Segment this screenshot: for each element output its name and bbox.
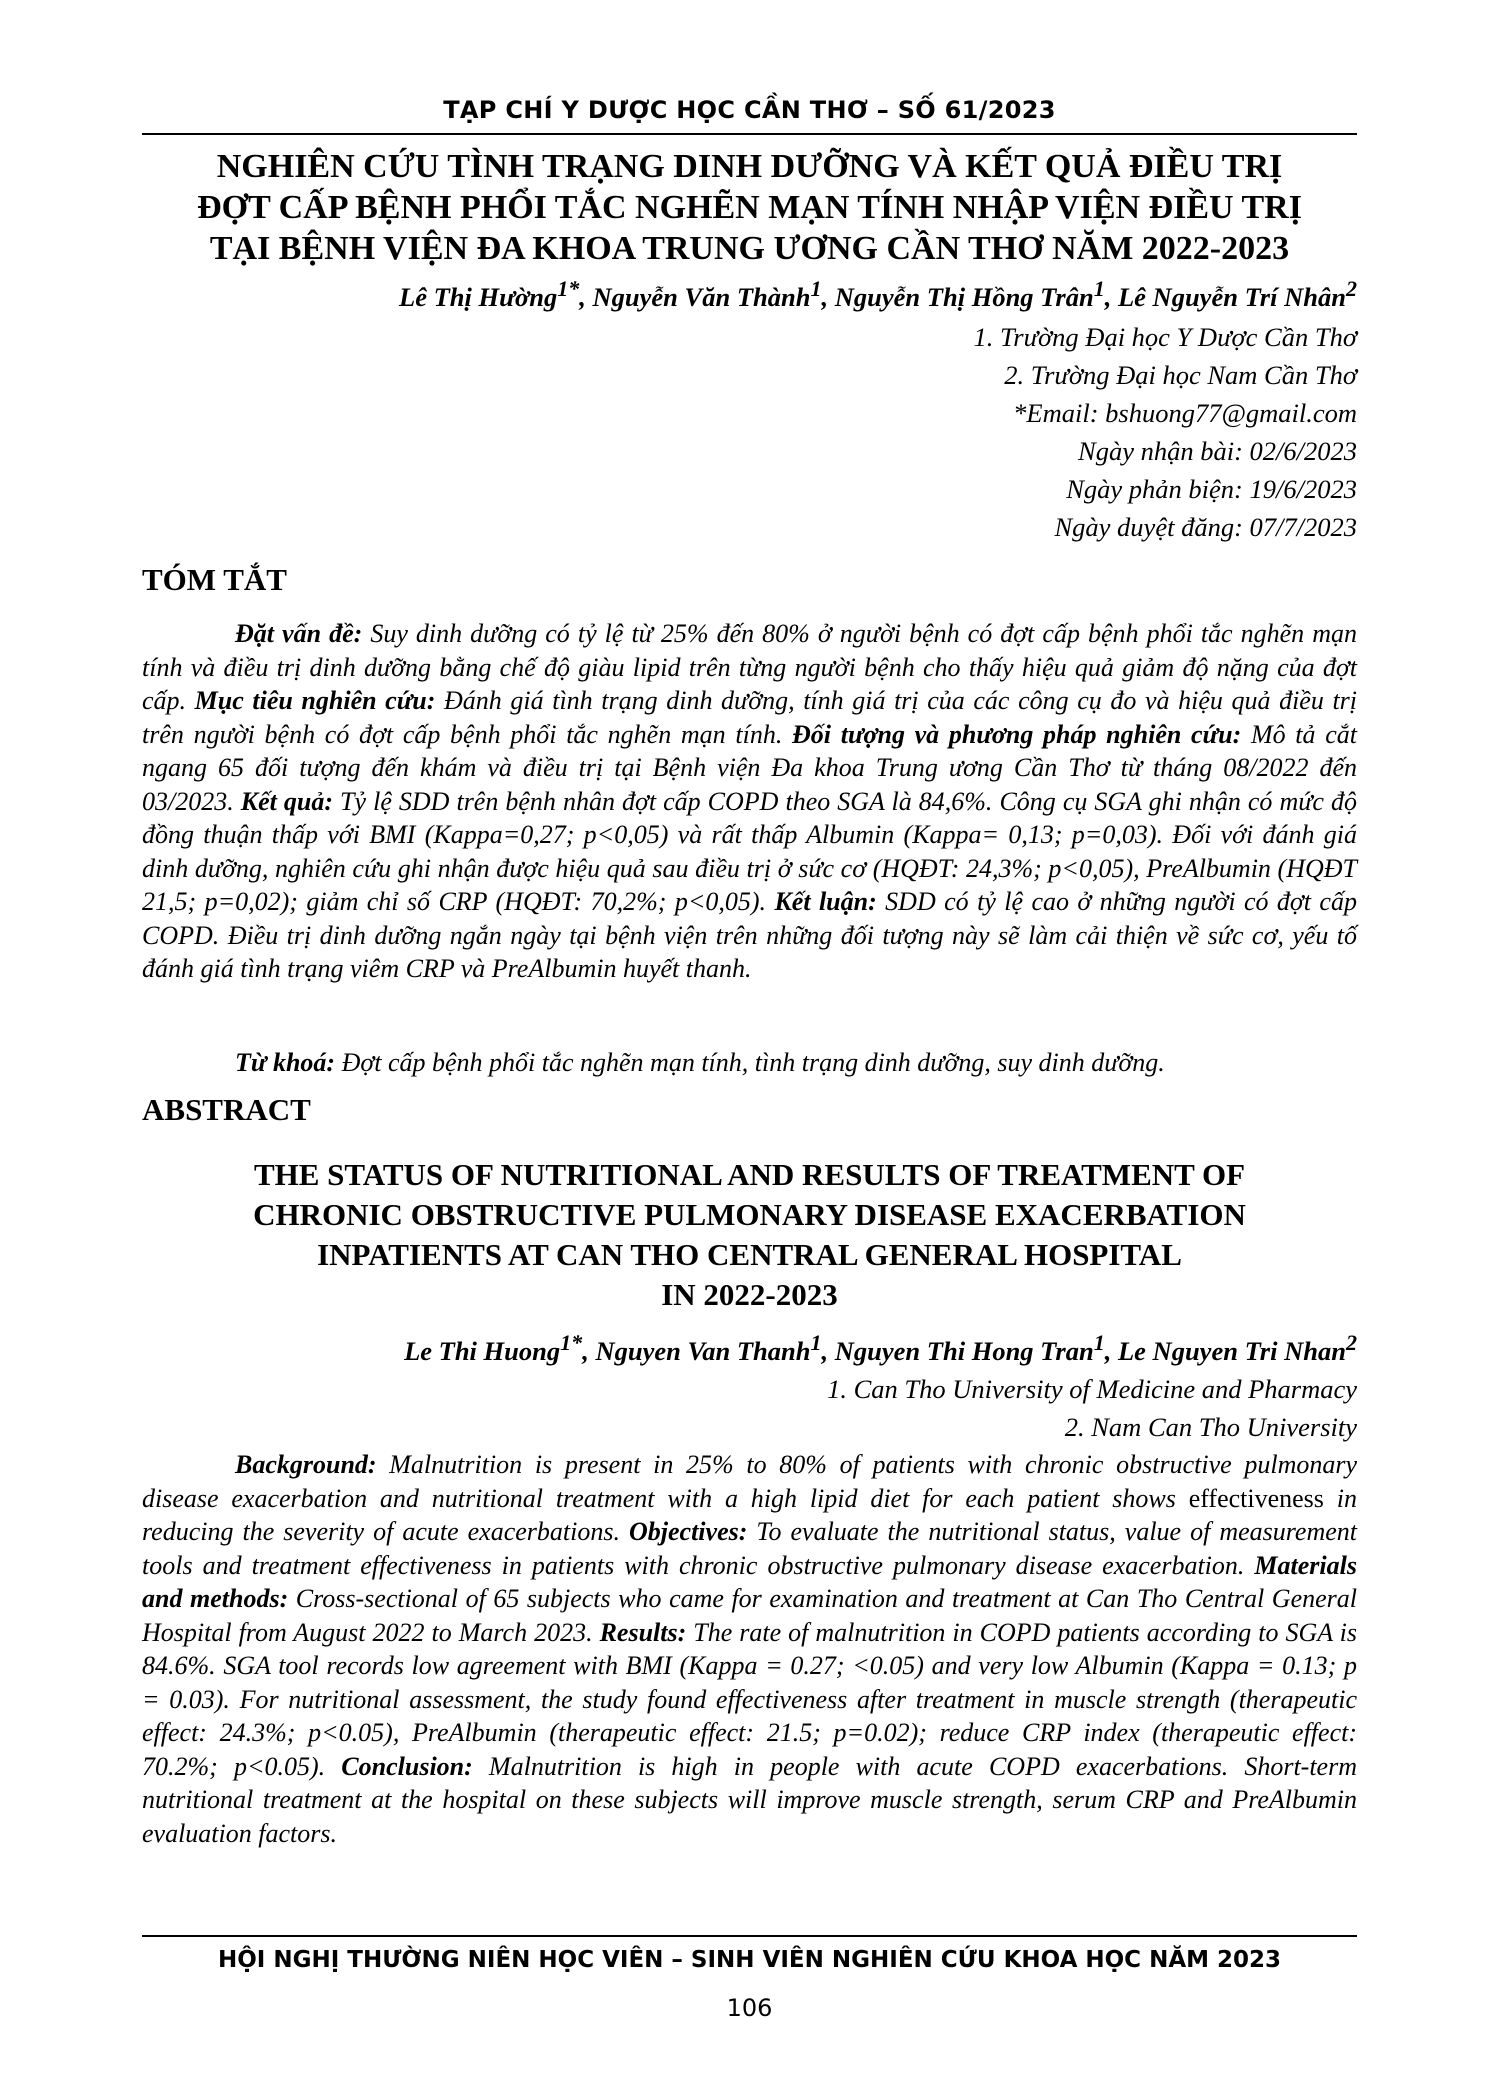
keywords-label: Từ khoá: (235, 1048, 336, 1077)
summary-conclusion-label: Kết luận: (774, 887, 877, 916)
author-affiliation-mark: 2 (1345, 1330, 1357, 1355)
summary-keywords (142, 1046, 1357, 1080)
author-affiliation-mark: 1* (557, 276, 580, 301)
abstract-background-text: Malnutrition is present in 25% to 80% of patients with chronic obstructive pulmonary disease exacerbation and nutritional treatment with a high lipid diet for each patient shows (142, 1450, 1357, 1513)
title-en-line: IN 2022-2023 (661, 1277, 838, 1312)
date-accepted: Ngày duyệt đăng: 07/7/2023 (1054, 512, 1357, 542)
abstract-conclusion-text: Malnutrition is high in people with acute COPD exacerbations. Short-term nutritional treatment at the hospital on these subjects will improve muscle strength, serum CRP and PreAlbumin evaluation factors. (142, 1751, 1357, 1848)
summary-results-text: Tỷ lệ SDD trên bệnh nhân đợt cấp COPD theo SGA là 84,6%. Công cụ SGA ghi nhận có mức độ đồng thuận thấp với BMI (Kappa=0,27; p<0,05) và rất thấp Albumin (Kappa= 0,13; p=0,03). Đối với đánh giá dinh dưỡng, nghiên cứu ghi nhận được hiệu quả sau điều trị ở sức cơ (HQĐT: 24,3%; p<0,05), PreAlbumin (HQĐT 21,5; p=0,02); giảm chỉ số CRP (HQĐT: 70,2%; p<0,05). (142, 786, 1357, 916)
summary-results-label: Kết quả: (240, 786, 334, 816)
author-affiliation-mark: 1 (810, 276, 822, 301)
abstract-objectives-text: To evaluate the nutritional status, value of measurement tools and treatment effectiveness in patients with chronic obstructive pulmonary disease exacerbation. (142, 1517, 1357, 1580)
abstract-methods-text: Cross-sectional of 65 subjects who came for examination and treatment at Can Tho Central General Hospital from August 2022 to March 2023. (142, 1584, 1357, 1647)
footer-rule (142, 1935, 1357, 1937)
header-rule (142, 133, 1357, 135)
title-en-line: THE STATUS OF NUTRITIONAL AND RESULTS OF TREATMENT OF (253, 1157, 1246, 1192)
author-name: , Lê Nguyễn Trí Nhân (1104, 281, 1346, 312)
title-vi-line: NGHIÊN CỨU TÌNH TRẠNG DINH DƯỠNG VÀ KẾT QUẢ ĐIỀU TRỊ (216, 148, 1283, 185)
date-received: Ngày nhận bài: 02/6/2023 (1078, 436, 1357, 466)
author-name: Lê Thị Hường (399, 281, 558, 312)
author-name: , Nguyễn Văn Thành (579, 281, 811, 312)
author-affiliation-mark: 1* (560, 1330, 583, 1355)
author-name: , Nguyễn Thị Hồng Trân (821, 281, 1094, 312)
author-name: , Nguyen Thi Hong Tran (821, 1335, 1094, 1366)
summary-methods-text: Mô tả cắt ngang 65 đối tượng đến khám và điều trị tại Bệnh viện Đa khoa Trung ương Cần Thơ từ tháng 08/2022 đến 03/2023. (142, 719, 1357, 816)
title-en-line: INPATIENTS AT CAN THO CENTRAL GENERAL HOSPITAL (317, 1237, 1182, 1272)
affiliations-english (142, 1370, 1357, 1446)
title-vietnamese (142, 146, 1357, 269)
author-list-english (142, 1330, 1357, 1367)
abstract-background-upright-word: effectiveness (1188, 1483, 1324, 1513)
title-english (142, 1155, 1357, 1315)
abstract-background-label: Background: (235, 1450, 377, 1479)
summary-conclusion-text: SDD có tỷ lệ cao ở những người có đợt cấp COPD. Điều trị dinh dưỡng ngắn ngày tại bệnh viện trên những đối tượng này sẽ làm cải thiện về sức cơ, yếu tố đánh giá tình trạng viêm CRP và PreAlbumin huyết thanh. (142, 887, 1357, 983)
abstract-objectives-label: Objectives: (629, 1517, 748, 1546)
abstract-results-text: The rate of malnutrition in COPD patients according to SGA is 84.6%. SGA tool records low agreement with BMI (Kappa = 0.27; <0.05) and very low Albumin (Kappa = 0.13; p = 0.03). For nutritional assessment, the study found effectiveness after treatment in muscle strength (therapeutic effect: 24.3%; p<0.05), PreAlbumin (therapeutic effect: 21.5; p=0.02); reduce CRP index (therapeutic effect: 70.2%; p<0.05). (142, 1617, 1357, 1781)
abstract-conclusion-label: Conclusion: (341, 1751, 473, 1781)
author-affiliation-mark: 1 (1093, 1330, 1105, 1355)
conference-footer: HỘI NGHỊ THƯỜNG NIÊN HỌC VIÊN – SINH VIÊN NGHIÊN CỨU KHOA HỌC NĂM 2023 (217, 1947, 1282, 1973)
title-en-line: CHRONIC OBSTRUCTIVE PULMONARY DISEASE EXACERBATION (253, 1197, 1246, 1232)
summary-heading: TÓM TẮT (142, 562, 287, 597)
author-affiliation-mark: 2 (1345, 276, 1357, 301)
corresponding-email: *Email: bshuong77@gmail.com (1013, 398, 1357, 428)
author-affiliation-mark: 1 (810, 1330, 822, 1355)
affiliation-line: 1. Trường Đại học Y Dược Cần Thơ (973, 322, 1357, 352)
author-affiliation-mark: 1 (1093, 276, 1105, 301)
affiliation-line: 2. Trường Đại học Nam Cần Thơ (1004, 360, 1357, 390)
summary-objective-label: Mục tiêu nghiên cứu: (194, 686, 436, 715)
title-vi-line: TẠI BỆNH VIỆN ĐA KHOA TRUNG ƯƠNG CẦN THƠ NĂM 2022-2023 (209, 230, 1290, 267)
summary-methods-label: Đối tượng và phương pháp nghiên cứu: (792, 719, 1242, 749)
summary-background-label: Đặt vấn đề: (235, 619, 363, 648)
journal-header: TẠP CHÍ Y DƯỢC HỌC CẦN THƠ – SỐ 61/2023 (443, 96, 1056, 124)
abstract-background-text: in reducing the severity of acute exacerbations. (142, 1483, 1357, 1546)
summary-background-text: Suy dinh dưỡng có tỷ lệ từ 25% đến 80% ở người bệnh có đợt cấp bệnh phổi tắc nghẽn mạn tính và điều trị dinh dưỡng bằng chế độ giàu lipid trên từng người bệnh cho thấy hiệu quả giảm độ nặng của đợt cấp. (142, 619, 1357, 715)
abstract-methods-label: Materials and methods: (142, 1550, 1357, 1613)
summary-objective-text: Đánh giá tình trạng dinh dưỡng, tính giá trị của các công cụ đo và hiệu quả điều trị trên người bệnh có đợt cấp bệnh phổi tắc nghẽn mạn tính. (142, 686, 1358, 749)
author-name: , Le Nguyen Tri Nhan (1104, 1335, 1346, 1366)
abstract-heading: ABSTRACT (142, 1092, 311, 1127)
summary-body (142, 617, 1357, 986)
title-vi-line: ĐỢT CẤP BỆNH PHỔI TẮC NGHẼN MẠN TÍNH NHẬP VIỆN ĐIỀU TRỊ (197, 189, 1302, 226)
author-name: , Nguyen Van Thanh (582, 1335, 811, 1366)
affiliation-line: 1. Can Tho University of Medicine and Pharmacy (827, 1374, 1357, 1404)
abstract-body (142, 1448, 1357, 1850)
article-page (142, 0, 1357, 2087)
author-name: Le Thi Huong (404, 1335, 561, 1366)
page-number: 106 (726, 1994, 773, 2022)
date-reviewed: Ngày phản biện: 19/6/2023 (1066, 474, 1357, 504)
abstract-results-label: Results: (599, 1617, 687, 1647)
affiliations-vietnamese (142, 318, 1357, 546)
affiliation-line: 2. Nam Can Tho University (1064, 1412, 1357, 1442)
author-list-vietnamese (142, 276, 1357, 313)
keywords-text: Đợt cấp bệnh phổi tắc nghẽn mạn tính, tình trạng dinh dưỡng, suy dinh dưỡng. (335, 1048, 1165, 1077)
